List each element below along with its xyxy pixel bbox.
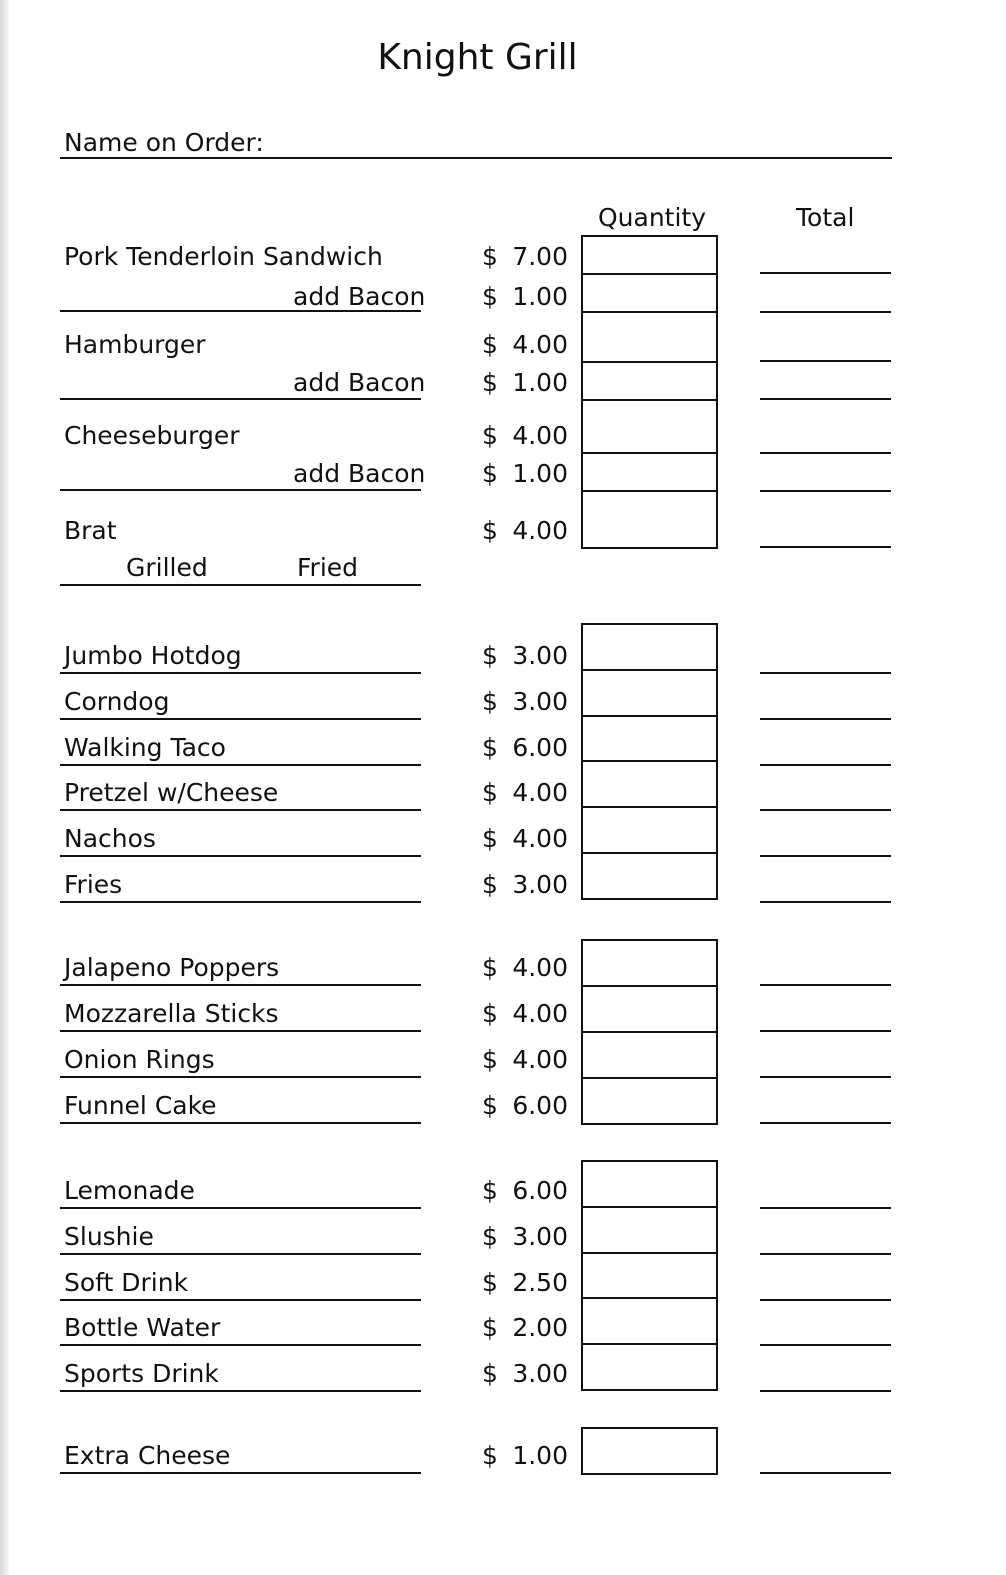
menu-item-snacks-fries: Fries [64, 870, 123, 899]
currency-symbol: $ [482, 732, 498, 762]
price-amount: 4.00 [512, 999, 568, 1028]
menu-item-drinks-bottle-water-underline [60, 1344, 421, 1346]
price-amount: 4.00 [512, 516, 568, 545]
price-amount: 2.00 [512, 1313, 568, 1343]
currency-symbol: $ [482, 1221, 498, 1251]
menu-item-sides-jalapeno-poppers-total-line[interactable] [760, 984, 891, 986]
page-title: Knight Grill [377, 37, 578, 78]
menu-item-pork-tenderloin-sandwich-0: Pork Tenderloin Sandwich [64, 242, 383, 271]
menu-item-sides-funnel-cake-underline [60, 1122, 421, 1124]
menu-item-snacks-walking-taco-total-line[interactable] [760, 764, 891, 766]
currency-symbol: $ [482, 1359, 498, 1389]
menu-item-brat-3-quantity-box[interactable] [581, 490, 718, 549]
menu-item-pork-tenderloin-sandwich-0-underline [60, 310, 421, 312]
menu-item-snacks-walking-taco-underline [60, 764, 421, 766]
menu-item-cheeseburger-2-total-line[interactable] [760, 452, 891, 454]
price-amount: 3.00 [512, 870, 568, 899]
menu-item-sides-funnel-cake: Funnel Cake [64, 1091, 217, 1120]
menu-item-drinks-soft-drink-underline [60, 1299, 421, 1301]
addon-add-bacon-0: add Bacon [293, 282, 426, 311]
menu-item-sides-mozzarella-sticks-underline [60, 1030, 421, 1032]
menu-item-drinks-sports-drink-total-line[interactable] [760, 1390, 891, 1392]
price-amount: 6.00 [512, 732, 568, 762]
menu-item-drinks-slushie-quantity-box[interactable] [581, 1206, 718, 1254]
currency-symbol: $ [482, 778, 498, 808]
menu-item-drinks-bottle-water: Bottle Water [64, 1313, 221, 1343]
price-amount: 1.00 [512, 282, 568, 311]
menu-item-brat-3-total-line[interactable] [760, 546, 891, 548]
menu-item-snacks-nachos: Nachos [64, 824, 156, 854]
menu-item-sides-jalapeno-poppers: Jalapeno Poppers [64, 953, 280, 982]
menu-item-sides-mozzarella-sticks-total-line[interactable] [760, 1030, 891, 1032]
currency-symbol: $ [482, 1045, 498, 1074]
price-amount: 3.00 [512, 686, 568, 716]
menu-item-extras-extra-cheese-total-line[interactable] [760, 1472, 891, 1474]
menu-item-sides-funnel-cake-total-line[interactable] [760, 1122, 891, 1124]
price-amount: 4.00 [512, 824, 568, 854]
menu-item-snacks-jumbo-hotdog-underline [60, 672, 421, 674]
option-fried[interactable]: Fried [297, 553, 359, 582]
currency-symbol: $ [482, 1176, 498, 1205]
menu-item-brat-3-underline [60, 584, 421, 586]
currency-symbol: $ [482, 242, 498, 271]
menu-item-pork-tenderloin-sandwich-0-quantity-box[interactable] [581, 235, 718, 275]
menu-item-extras-extra-cheese: Extra Cheese [64, 1441, 231, 1470]
menu-item-sides-onion-rings-quantity-box[interactable] [581, 1031, 718, 1079]
menu-item-snacks-walking-taco: Walking Taco [64, 732, 226, 762]
menu-item-pork-tenderloin-sandwich-0-total-line[interactable] [760, 272, 891, 274]
price-amount: 4.00 [512, 421, 568, 450]
menu-item-sides-jalapeno-poppers-quantity-box[interactable] [581, 939, 718, 987]
addon-add-bacon-2: add Bacon [293, 459, 426, 488]
currency-symbol: $ [482, 1441, 498, 1470]
currency-symbol: $ [482, 1267, 498, 1297]
menu-item-brat-3: Brat [64, 516, 117, 545]
currency-symbol: $ [482, 1313, 498, 1343]
menu-item-snacks-jumbo-hotdog-quantity-box[interactable] [581, 623, 718, 671]
price-amount: 7.00 [512, 242, 568, 271]
currency-symbol: $ [482, 824, 498, 854]
addon-add-bacon-2-quantity-box[interactable] [581, 452, 718, 492]
menu-item-snacks-fries-total-line[interactable] [760, 901, 891, 903]
currency-symbol: $ [482, 330, 498, 359]
menu-item-drinks-sports-drink-underline [60, 1390, 421, 1392]
menu-item-snacks-walking-taco-quantity-box[interactable] [581, 715, 718, 763]
menu-item-cheeseburger-2: Cheeseburger [64, 421, 240, 450]
menu-item-sides-onion-rings-underline [60, 1076, 421, 1078]
menu-item-snacks-nachos-underline [60, 855, 421, 857]
menu-item-drinks-soft-drink: Soft Drink [64, 1267, 189, 1297]
menu-item-hamburger-1-quantity-box[interactable] [581, 311, 718, 363]
addon-add-bacon-1-total-line[interactable] [760, 398, 891, 400]
menu-item-hamburger-1-total-line[interactable] [760, 360, 891, 362]
menu-item-drinks-lemonade-total-line[interactable] [760, 1207, 891, 1209]
price-amount: 1.00 [512, 368, 568, 397]
quantity-column-header: Quantity [598, 203, 707, 232]
currency-symbol: $ [482, 282, 498, 311]
menu-item-hamburger-1-underline [60, 398, 421, 400]
price-amount: 6.00 [512, 1176, 568, 1205]
menu-item-drinks-soft-drink-quantity-box[interactable] [581, 1252, 718, 1300]
menu-item-snacks-corndog: Corndog [64, 686, 170, 716]
menu-item-drinks-slushie-underline [60, 1253, 421, 1255]
price-amount: 3.00 [512, 641, 568, 670]
name-on-order-label: Name on Order: [64, 128, 264, 157]
addon-add-bacon-0-total-line[interactable] [760, 311, 891, 313]
currency-symbol: $ [482, 1091, 498, 1120]
currency-symbol: $ [482, 368, 498, 397]
page-edge [0, 0, 10, 1575]
menu-item-snacks-pretzel-w-cheese: Pretzel w/Cheese [64, 778, 279, 808]
menu-item-sides-funnel-cake-quantity-box[interactable] [581, 1077, 718, 1125]
price-amount: 4.00 [512, 778, 568, 808]
menu-item-snacks-jumbo-hotdog: Jumbo Hotdog [64, 641, 242, 670]
menu-item-sides-mozzarella-sticks: Mozzarella Sticks [64, 999, 279, 1028]
menu-item-snacks-pretzel-w-cheese-underline [60, 809, 421, 811]
menu-item-snacks-corndog-total-line[interactable] [760, 718, 891, 720]
menu-item-extras-extra-cheese-underline [60, 1472, 421, 1474]
price-amount: 1.00 [512, 459, 568, 488]
menu-item-drinks-lemonade-quantity-box[interactable] [581, 1160, 718, 1208]
menu-item-cheeseburger-2-quantity-box[interactable] [581, 399, 718, 454]
price-amount: 2.50 [512, 1267, 568, 1297]
menu-item-sides-onion-rings-total-line[interactable] [760, 1076, 891, 1078]
currency-symbol: $ [482, 459, 498, 488]
menu-item-snacks-pretzel-w-cheese-quantity-box[interactable] [581, 760, 718, 808]
price-amount: 4.00 [512, 1045, 568, 1074]
menu-item-sides-jalapeno-poppers-underline [60, 984, 421, 986]
menu-item-sides-onion-rings: Onion Rings [64, 1045, 215, 1074]
menu-item-snacks-pretzel-w-cheese-total-line[interactable] [760, 809, 891, 811]
menu-item-snacks-fries-quantity-box[interactable] [581, 852, 718, 900]
menu-item-snacks-corndog-underline [60, 718, 421, 720]
menu-item-drinks-lemonade-underline [60, 1207, 421, 1209]
addon-add-bacon-1: add Bacon [293, 368, 426, 397]
menu-item-sides-mozzarella-sticks-quantity-box[interactable] [581, 985, 718, 1033]
option-grilled[interactable]: Grilled [126, 553, 208, 582]
menu-item-drinks-bottle-water-total-line[interactable] [760, 1344, 891, 1346]
price-amount: 6.00 [512, 1091, 568, 1120]
price-amount: 1.00 [512, 1441, 568, 1470]
menu-item-snacks-fries-underline [60, 901, 421, 903]
total-column-header: Total [796, 203, 855, 232]
currency-symbol: $ [482, 421, 498, 450]
menu-item-cheeseburger-2-underline [60, 489, 421, 491]
currency-symbol: $ [482, 516, 498, 545]
menu-item-hamburger-1: Hamburger [64, 330, 206, 359]
addon-add-bacon-1-quantity-box[interactable] [581, 361, 718, 401]
currency-symbol: $ [482, 953, 498, 982]
price-amount: 3.00 [512, 1221, 568, 1251]
menu-item-extras-extra-cheese-quantity-box[interactable] [581, 1427, 718, 1475]
menu-item-drinks-sports-drink-quantity-box[interactable] [581, 1343, 718, 1391]
name-on-order-line[interactable] [60, 157, 892, 159]
currency-symbol: $ [482, 686, 498, 716]
menu-item-snacks-nachos-quantity-box[interactable] [581, 806, 718, 854]
menu-item-drinks-bottle-water-quantity-box[interactable] [581, 1297, 718, 1345]
menu-item-drinks-lemonade: Lemonade [64, 1176, 195, 1205]
currency-symbol: $ [482, 641, 498, 670]
price-amount: 4.00 [512, 330, 568, 359]
menu-item-drinks-sports-drink: Sports Drink [64, 1359, 219, 1389]
menu-item-snacks-jumbo-hotdog-total-line[interactable] [760, 672, 891, 674]
addon-add-bacon-0-quantity-box[interactable] [581, 273, 718, 313]
menu-item-snacks-corndog-quantity-box[interactable] [581, 669, 718, 717]
addon-add-bacon-2-total-line[interactable] [760, 490, 891, 492]
menu-item-snacks-nachos-total-line[interactable] [760, 855, 891, 857]
menu-item-drinks-slushie-total-line[interactable] [760, 1253, 891, 1255]
menu-item-drinks-slushie: Slushie [64, 1221, 154, 1251]
currency-symbol: $ [482, 999, 498, 1028]
price-amount: 4.00 [512, 953, 568, 982]
currency-symbol: $ [482, 870, 498, 899]
menu-item-drinks-soft-drink-total-line[interactable] [760, 1299, 891, 1301]
price-amount: 3.00 [512, 1359, 568, 1389]
